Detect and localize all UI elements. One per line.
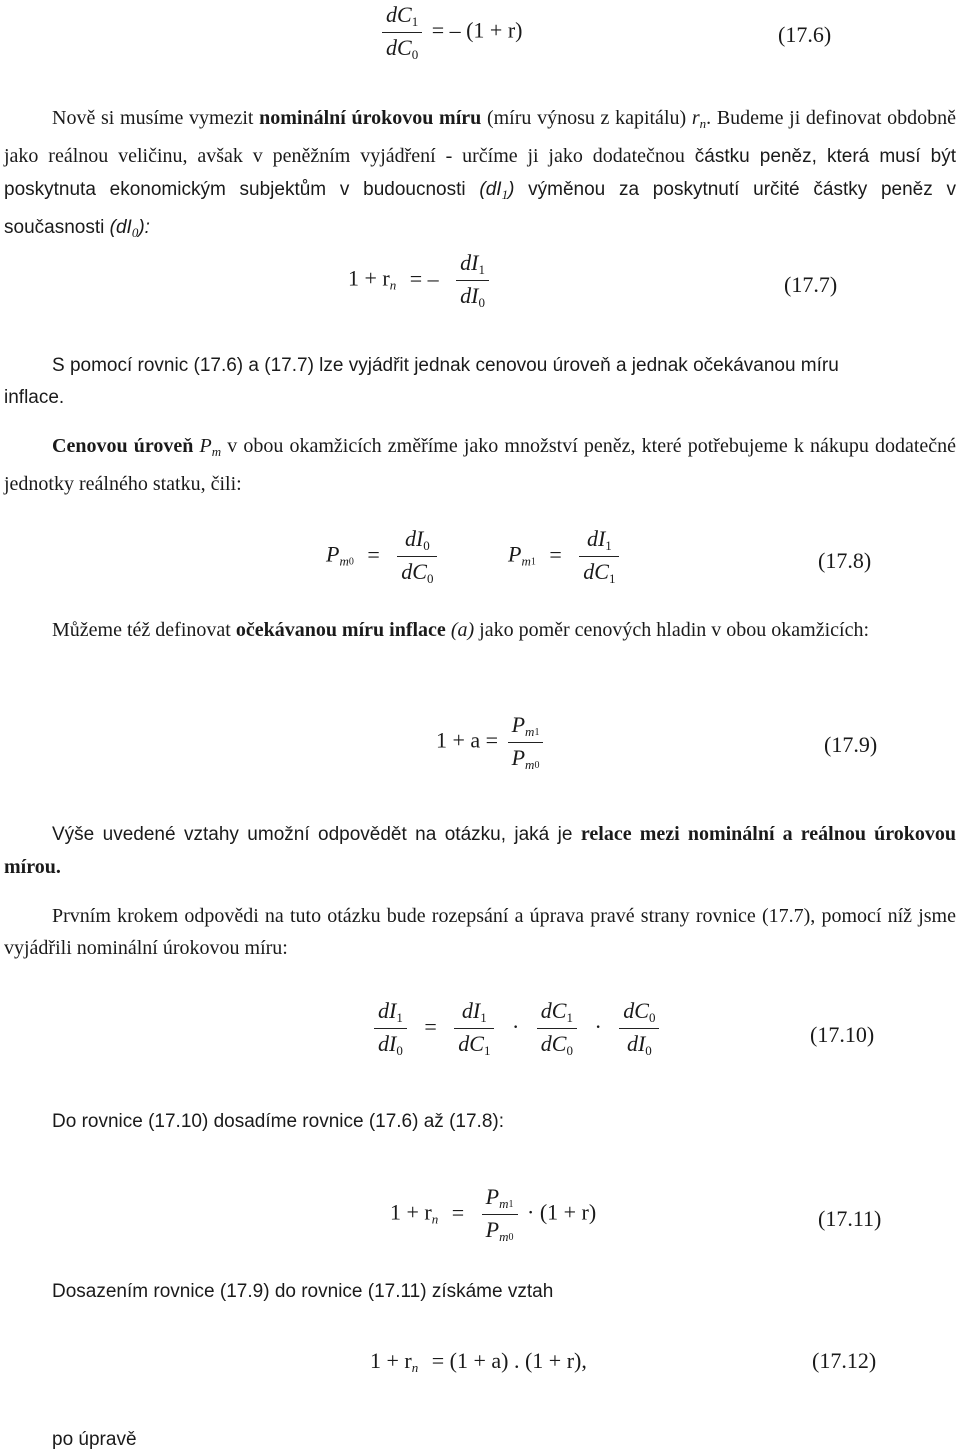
paragraph: Můžeme též definovat očekávanou míru inflace (a) jako poměr cenových hladin v obou okamžicích: xyxy=(52,619,870,641)
equation-17-12: $1 + r_n = (1 + a)$ . (1 + r), xyxy=(370,1348,587,1375)
fraction: $\frac{dC_1}{dC_0}$ xyxy=(537,998,577,1059)
equation-label: (17.9) xyxy=(824,732,878,757)
paragraph: Do rovnice (17.10) dosadíme rovnice (17.6) až (17.8): xyxy=(52,1111,504,1132)
equation-label: (17.12) xyxy=(812,1348,877,1373)
equation-17-9: 1 + a = $\frac{P_m1}{P_m0}$ xyxy=(436,712,547,773)
equation-17-6: $\frac{dC_1}{dC_0}$ = – (1 + r) xyxy=(378,2,522,63)
paragraph: po úpravě xyxy=(52,1429,137,1450)
paragraph: S pomocí rovnic (17.6) a (17.7) lze vyjádřit jednak cenovou úroveň a jednak očekávanou míru inflace. xyxy=(4,355,839,408)
equation-17-7: $1 + r_n$ = – $\frac{dI_1}{dI_0}$ xyxy=(348,250,493,311)
fraction: $\frac{dI_1}{dI_0}$ xyxy=(374,998,407,1059)
equation-17-11: $1 + r_n$ = $\frac{P_m1}{P_m0}$ · (1 + r) xyxy=(390,1184,597,1244)
equation-label: (17.7) xyxy=(784,272,838,297)
paragraph: Dosazením rovnice (17.9) do rovnice (17.11) získáme vztah xyxy=(52,1281,554,1302)
paragraph: Prvním krokem odpovědi na tuto otázku bude rozepsání a úprava pravé strany rovnice (17.7), pomocí níž jsme vyjádřili nominální úrokovou míru: xyxy=(4,905,956,959)
equation-17-8: $P_m0$ = $\frac{dI_0}{dC_0}$ xyxy=(326,526,441,587)
fraction: $\frac{P_m1}{P_m0}$ xyxy=(508,712,544,773)
equation-label: (17.10) xyxy=(810,1022,875,1047)
fraction: $\frac{dC_1}{dC_0}$ xyxy=(382,2,422,63)
fraction: $\frac{dI_0}{dC_0}$ xyxy=(397,526,437,587)
fraction: $\frac{dI_1}{dC_1}$ xyxy=(454,998,494,1059)
fraction: $\frac{dC_0}{dI_0}$ xyxy=(619,998,659,1059)
paragraph: Nově si musíme vymezit nominální úrokovou míru (míru výnosu z kapitálu) $r_n$. Budeme ji definovat obdobně jako reálnou veličinu, avšak v peněžním vyjádření - určíme ji jako dodatečnou částku peněz, která musí být poskytnuta ekonomickým subjektům v budoucnosti $(dI_1)$ výměnou za poskytnutí určité částky peněz v současnosti $(dI_0)$: xyxy=(4,107,957,240)
equation-label: (17.11) xyxy=(818,1206,882,1231)
fraction: $\frac{dI_1}{dI_0}$ xyxy=(456,250,489,311)
paragraph: Výše uvedené vztahy umožní odpovědět na otázku, jaká je relace mezi nominální a reálnou úrokovou mírou. xyxy=(4,823,957,878)
equation-label: (17.8) xyxy=(818,548,872,573)
fraction: $\frac{dI_1}{dC_1}$ xyxy=(579,526,619,587)
equation-17-10: $\frac{dI_1}{dI_0}$ = $\frac{dI_1}{dC_1}$ · $\frac{dC_1}{dC_0}$ · $\frac{dC_0}{dI_0}$ xyxy=(370,998,663,1059)
fraction: $\frac{P_m1}{P_m0}$ xyxy=(482,1184,518,1245)
equation-label: (17.6) xyxy=(778,22,832,47)
equation-17-8-right: $P_m1$ = $\frac{dI_1}{dC_1}$ xyxy=(508,526,623,587)
paragraph: Cenovou úroveň $P_m$ v obou okamžicích změříme jako množství peněz, které potřebujeme k nákupu dodatečné jednotky reálného statku, čili: xyxy=(4,435,957,495)
